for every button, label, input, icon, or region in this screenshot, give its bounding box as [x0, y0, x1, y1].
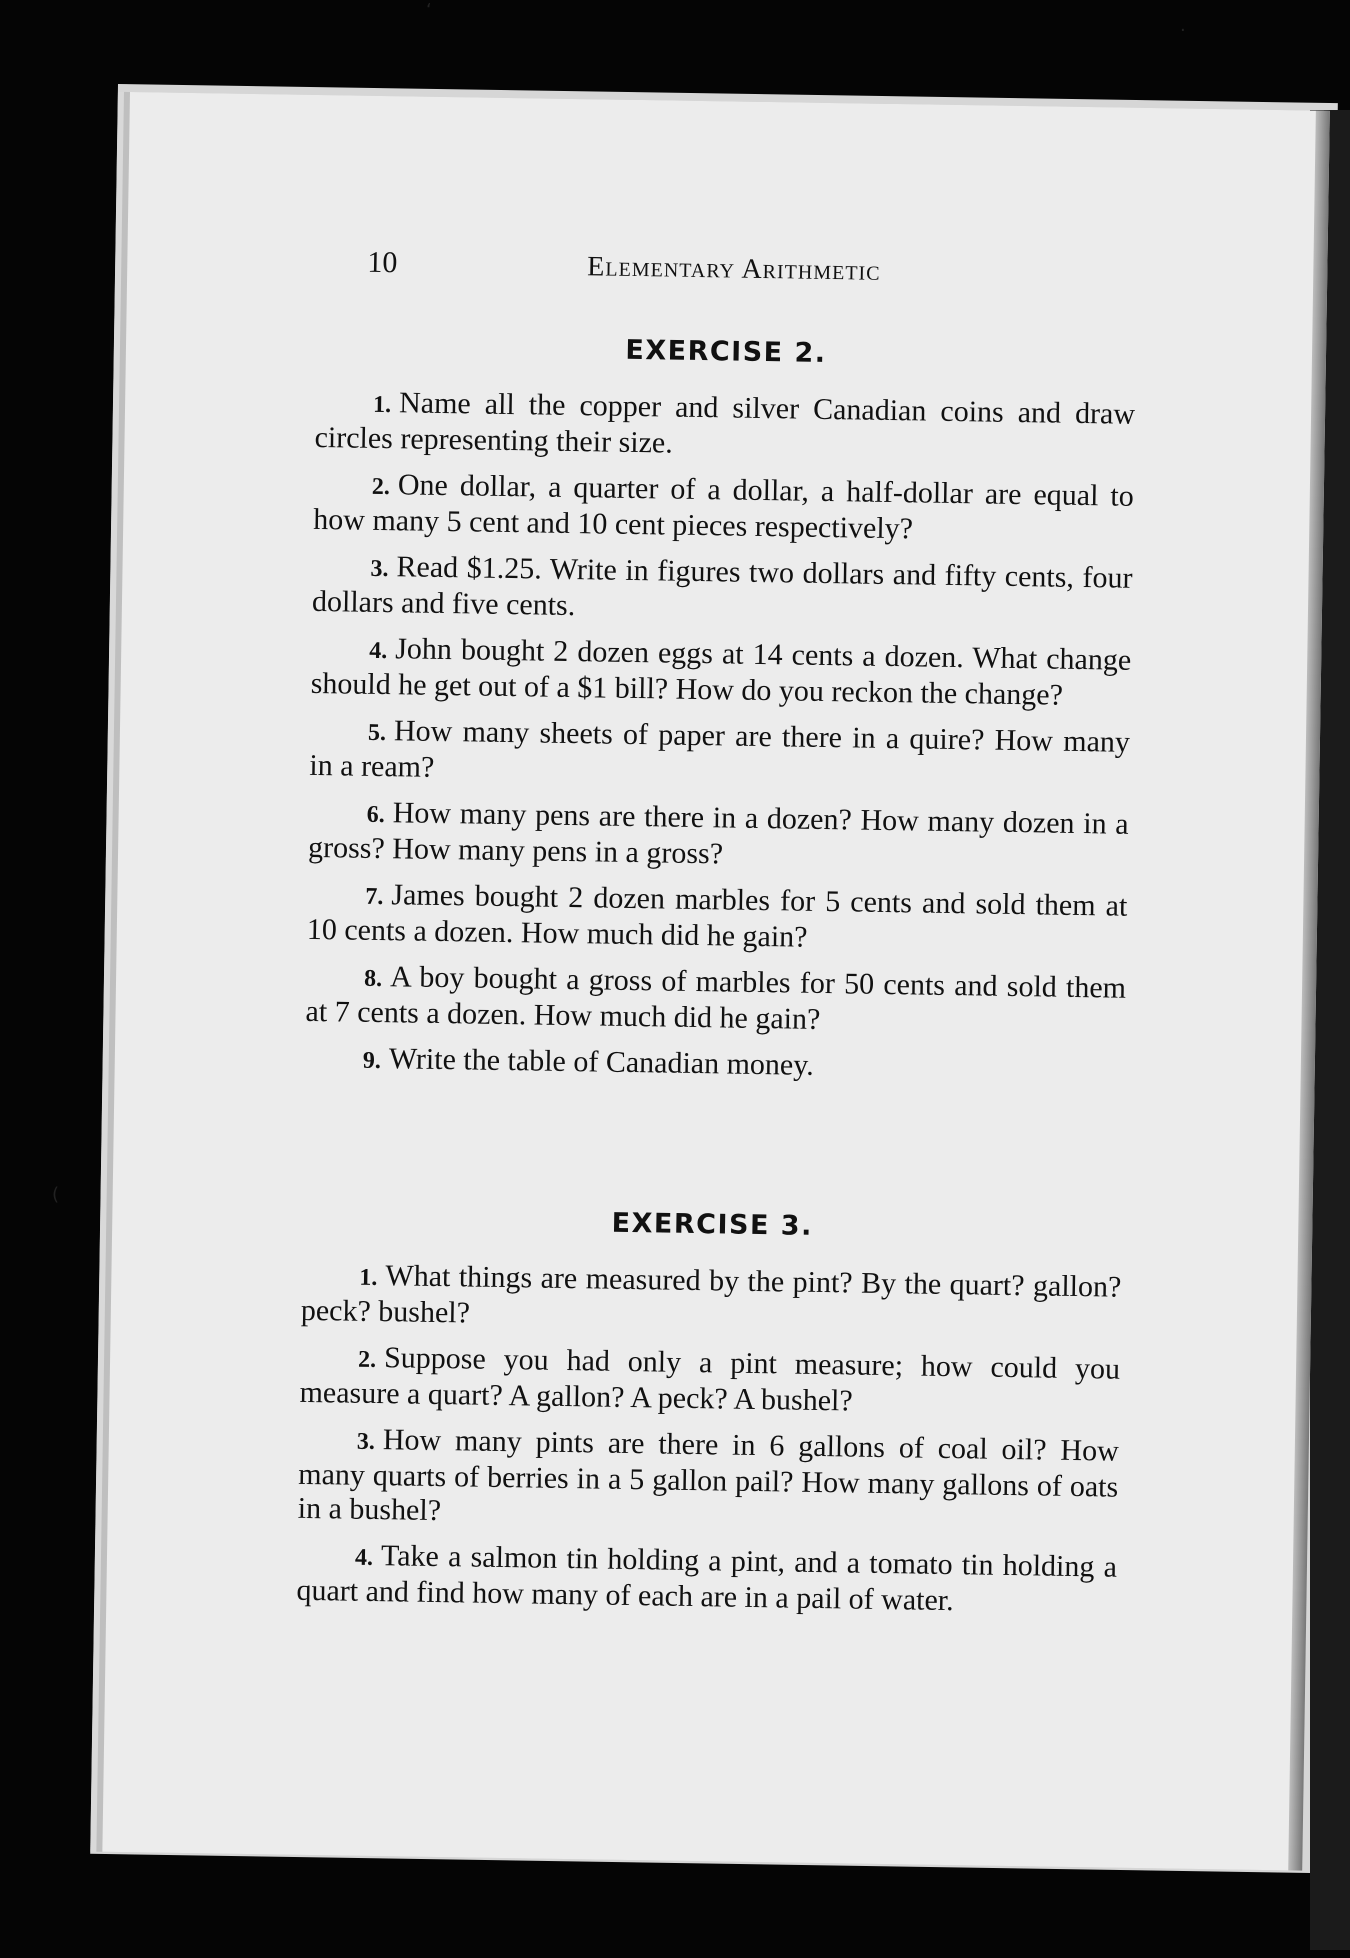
problem-number: 9.	[362, 1047, 382, 1075]
book-page	[102, 92, 1329, 1871]
scan-speck: ‘	[426, 0, 432, 21]
page-number: 10	[367, 245, 398, 280]
problem-text: John bought 2 dozen eggs at 14 cents a dozen. What change should he get out of a $1 bill? How do you reckon the change?	[310, 632, 1132, 712]
problem-text: Take a salmon tin holding a pint, and a tomato tin holding a quart and find how many of each are in a pail of water.	[296, 1539, 1118, 1618]
exercise-2-problem-6	[308, 795, 1129, 878]
exercise-2-problem-1	[314, 385, 1135, 468]
problem-number: 5.	[367, 719, 387, 747]
exercise-2-problem-5	[309, 713, 1130, 796]
problem-text: One dollar, a quarter of a dollar, a half-dollar are equal to how many 5 cent and 10 cent pieces respectively?	[313, 468, 1135, 546]
problem-number: 2.	[371, 473, 391, 501]
problem-text: James bought 2 dozen marbles for 5 cents and sold them at 10 cents a dozen. How much did he gain?	[306, 878, 1128, 954]
problem-text: Name all the copper and silver Canadian coins and draw circles representing their size.	[314, 386, 1136, 460]
problem-number: 7.	[365, 883, 384, 911]
exercise-2-problem-2	[313, 467, 1134, 550]
page-content	[102, 92, 1329, 1871]
problem-number: 8.	[363, 965, 383, 993]
exercise-2-section	[304, 330, 1136, 1102]
problem-text: A boy bought a gross of marbles for 50 cents and sold them at 7 cents a dozen. How much did he gain?	[305, 960, 1127, 1036]
exercise-3-problem-3	[297, 1422, 1119, 1539]
exercise-2-problem-8	[305, 959, 1126, 1042]
page-header	[367, 246, 1088, 307]
problem-text: Read $1.25. Write in figures two dollars and fifty cents, four dollars and five cents.	[311, 550, 1133, 623]
exercise-2-heading: EXERCISE 2.	[625, 334, 827, 369]
exercise-2-problem-7	[307, 877, 1128, 960]
exercise-3-problem-4	[296, 1538, 1117, 1621]
exercise-2-problem-4	[310, 631, 1131, 714]
problem-number: 6.	[366, 801, 385, 829]
problem-number: 3.	[370, 555, 389, 583]
scan-speck: (	[52, 1184, 60, 1205]
problem-number: 3.	[356, 1428, 376, 1456]
problem-number: 4.	[354, 1544, 374, 1571]
problem-number: 2.	[357, 1346, 377, 1374]
exercise-3-problem-2	[299, 1340, 1120, 1423]
exercise-2-problem-3	[312, 549, 1133, 632]
problem-number: 4.	[369, 637, 388, 665]
problem-number: 1.	[359, 1264, 378, 1292]
scan-speck: ·	[1180, 20, 1186, 41]
exercise-3-section	[296, 1203, 1122, 1633]
problem-text: Write the table of Canadian money.	[388, 1042, 815, 1082]
problem-text: Suppose you had only a pint measure; how could you measure a quart? A gallon? A peck? A bushel?	[299, 1341, 1121, 1418]
running-title: Elementary Arithmetic	[587, 251, 881, 287]
problem-text: How many sheets of paper are there in a quire? How many in a ream?	[309, 714, 1131, 784]
exercise-3-heading: EXERCISE 3.	[611, 1207, 814, 1242]
problem-text: How many pens are there in a dozen? How many dozen in a gross? How many pens in a gross?	[307, 796, 1129, 871]
exercise-3-problem-1	[301, 1258, 1122, 1341]
exercise-2-problem-9	[305, 1041, 1125, 1090]
problem-text: How many pints are there in 6 gallons of coal oil? How many quarts of berries in a 5 gallon pail? How many gallons of oats in a bushel?	[297, 1423, 1120, 1528]
problem-text: What things are measured by the pint? By the quart? gallon? peck? bushel?	[300, 1259, 1122, 1330]
problem-number: 1.	[372, 391, 392, 419]
